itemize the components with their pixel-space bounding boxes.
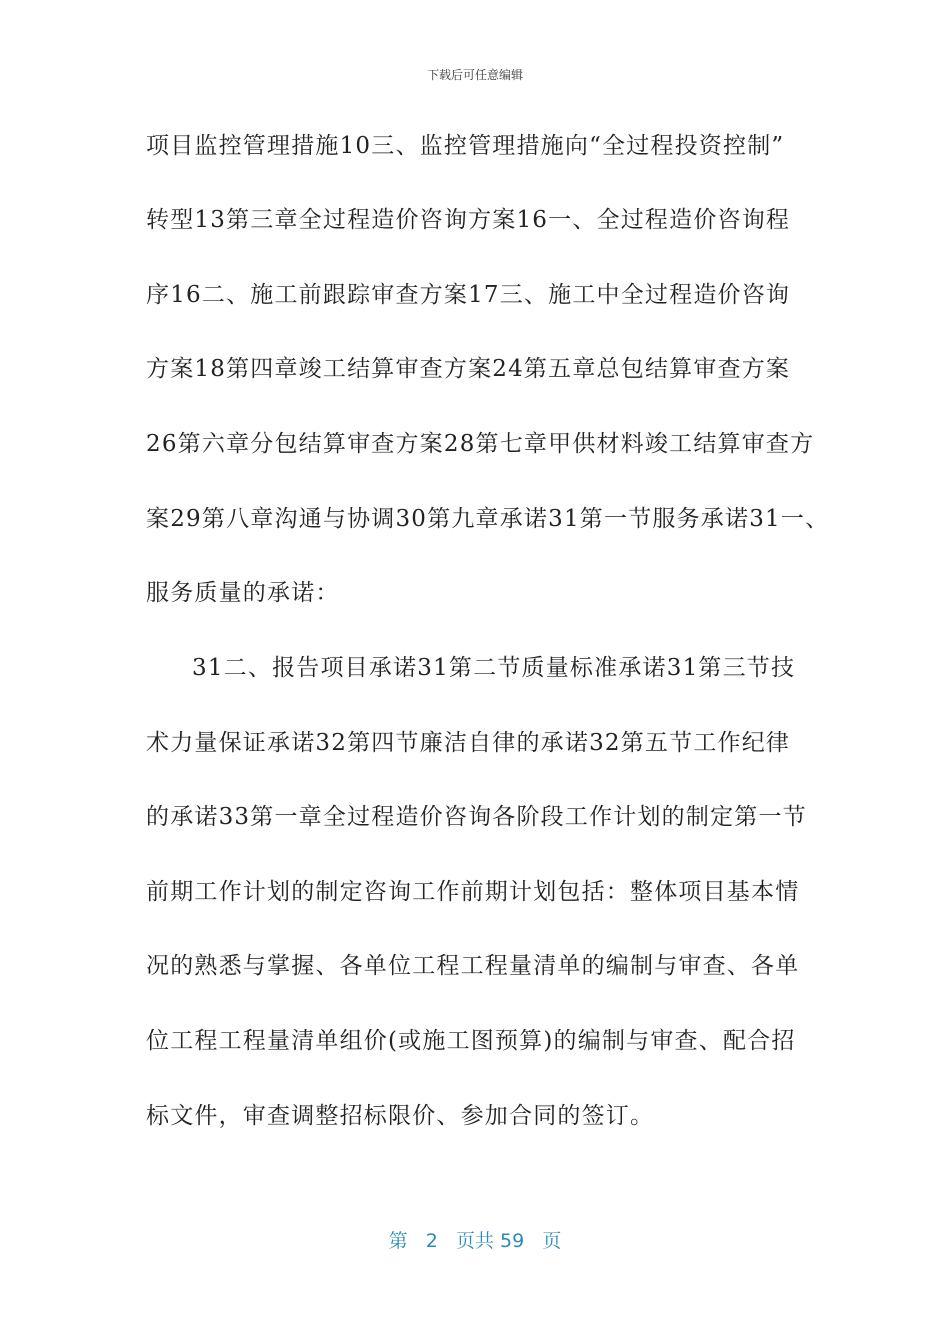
text-line-8: 31二、报告项目承诺31第二节质量标准承诺31第三节技 [192,655,796,681]
footer-label-page: 第 [388,1230,408,1252]
footer-total-pages: 59 [500,1230,525,1252]
text-line-6: 案29第八章沟通与协调30第九章承诺31第一节服务承诺31一、 [146,506,830,532]
text-line-1: 项目监控管理措施10三、监控管理措施向“全过程投资控制” [146,133,785,159]
text-line-14: 标文件，审查调整招标限价、参加合同的签订。 [146,1103,655,1129]
footer-label-total-prefix: 页共 [455,1230,494,1252]
footer-label-total-suffix: 页 [542,1230,562,1252]
text-line-9: 术力量保证承诺32第四节廉洁自律的承诺32第五节工作纪律 [146,730,791,756]
page-footer [0,1226,950,1253]
text-line-4: 方案18第四章竣工结算审查方案24第五章总包结算审查方案 [146,356,791,382]
footer-current-page: 2 [425,1230,438,1252]
text-line-5: 26第六章分包结算审查方案28第七章甲供材料竣工结算审查方 [146,431,815,457]
text-line-3: 序16二、施工前跟踪审查方案17三、施工中全过程造价咨询 [146,282,791,308]
header-note: 下载后可任意编辑 [426,68,523,82]
text-line-12: 况的熟悉与掌握、各单位工程工程量清单的编制与审查、各单 [146,953,800,979]
text-line-13: 位工程工程量清单组价(或施工图预算)的编制与审查、配合招 [146,1028,796,1054]
text-line-11: 前期工作计划的制定咨询工作前期计划包括：整体项目基本情 [146,879,800,905]
text-line-2: 转型13第三章全过程造价咨询方案16一、全过程造价咨询程 [146,207,791,233]
text-line-10: 的承诺33第一章全过程造价咨询各阶段工作计划的制定第一节 [146,804,807,830]
text-line-7: 服务质量的承诺： [146,580,340,606]
